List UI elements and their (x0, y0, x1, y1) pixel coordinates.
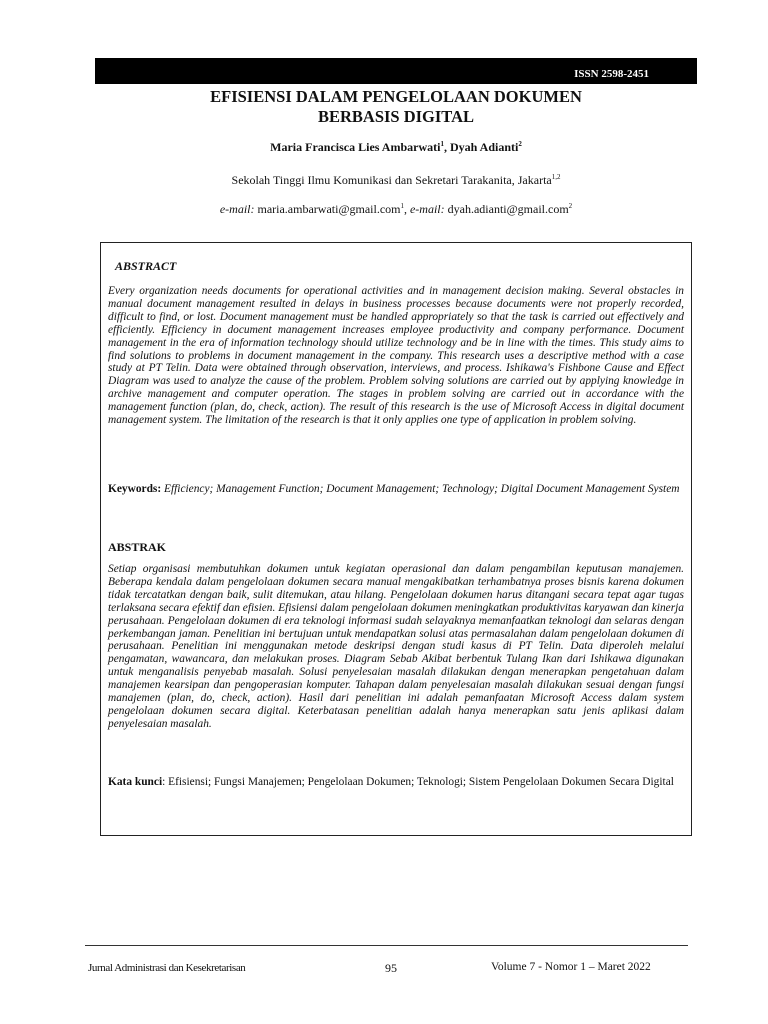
footer-journal-name: Jurnal Administrasi dan Kesekretarisan (88, 962, 246, 974)
abstrak-heading: ABSTRAK (108, 540, 167, 554)
abstract-heading: ABSTRACT (115, 259, 177, 273)
author-2-name: Dyah Adianti (449, 140, 519, 154)
abstrak-body: Setiap organisasi membutuhkan dokumen untuk kegiatan operasional dan dalam pengambilan keputusan manajemen. Beberapa kendala dalam pengelolaan dokumen secara manual mengakibatkan terhambatnya proses bisnis karena dokumen tidak tercatatkan dengan baik, sulit ditemukan, atau hilang. Pengelolaan dokumen harus ditangani secara tepat agar tugas terlaksana secara efektif dan efisien. Efisiensi dalam pengelolaan dokumen meningkatkan produktivitas karyawan dan kinerja perusahaan. Pengelolaan dokumen di era teknologi informasi sudah selayaknya memanfaatkan teknologi dan selaras dengan perkembangan jaman. Penelitian ini bertujuan untuk mendapatkan solusi atas permasalahan dalam pengelolaan dokumen di perusahaan. Penelitian ini menggunakan metode deskripsi dengan studi kasus di PT Telin. Data diperoleh melalui pengamatan, wawancara, dan melakukan proses. Diagram Sebab Akibat berbentuk Tulang Ikan dari Ishikawa digunakan untuk menganalisis penyebab masalah. Solusi penyelesaian masalah dilakukan dengan menerapkan pengetahuan dalam manajemen kearsipan dan pengoperasian komputer. Tahapan dalam penyelesaian masalah dilakukan sesuai dengan fungsi manajemen (plan, do, check, action). Hasil dari penelitian ini adalah pemanfaatan Microsoft Access dalam system pengelolaan dokumen secara digital. Keterbatasan penelitian adalah hanya menerapkan satu jenis aplikasi dalam penyelesaian masalah. (108, 563, 684, 730)
affiliation-text: Sekolah Tinggi Ilmu Komunikasi dan Sekretari Tarakanita, Jakarta (231, 173, 552, 187)
author-2-affil-mark: 2 (518, 140, 522, 148)
author-separator: , (443, 140, 450, 154)
affiliation (95, 173, 697, 187)
paper-title (95, 87, 697, 127)
issn-text: ISSN 2598-2451 (574, 68, 649, 80)
kata-kunci-line (108, 776, 684, 789)
author-1-affil-mark: 1 (440, 140, 444, 148)
page-number: 95 (385, 961, 397, 975)
email-address-1[interactable]: maria.ambarwati@gmail.com (254, 202, 401, 216)
keywords-label: Keywords: (108, 483, 162, 495)
email-2-mark: 2 (568, 202, 573, 210)
email-address-2[interactable]: dyah.adianti@gmail.com (444, 202, 569, 216)
keywords-values: Efficiency; Management Function; Document Management; Technology; Digital Document Management System (161, 483, 680, 495)
author-1-name: Maria Francisca Lies Ambarwati (270, 140, 441, 154)
footer-volume-info: Volume 7 - Nomor 1 – Maret 2022 (491, 961, 651, 973)
issn-bar (95, 58, 697, 84)
paper-title-line-2: BERBASIS DIGITAL (317, 107, 475, 126)
keywords-line (108, 483, 684, 496)
kata-kunci-label: Kata kunci (108, 776, 163, 788)
paper-title-line-1: EFISIENSI DALAM PENGELOLAAN DOKUMEN (210, 87, 582, 106)
email-label-2: e-mail: (409, 202, 445, 216)
abstract-body: Every organization needs documents for operational activities and in management decision making. Several obstacles in manual document management resulted in delays in business processes because documents were not properly recorded, difficult to find, or lost. Document management must be handled appropriately so that the task is carried out effectively and efficiently. Efficiency in document management increases employee productivity and company performance. Document management in the era of information technology should utilize technology and be in line with the times. This study aims to find solutions to problems in document management in the company. This research uses a descriptive method with a case study at PT Telin. Data were obtained through observation, interviews, and process. Ishikawa's Fishbone Cause and Effect Diagram was used to analyze the cause of the problem. Problem solving solutions are carried out by applying knowledge in archive management and computer operation. The stages in problem solving are carried out in accordance with the management function (plan, do, check, action). The result of this research is the use of Microsoft Access in digital document management system. The limitation of the research is that it only applies one type of application in problem solving. (108, 285, 684, 427)
kata-kunci-values: : Efisiensi; Fungsi Manajemen; Pengelolaan Dokumen; Teknologi; Sistem Pengelolaan Dokumen Secara Digital (162, 776, 674, 788)
email-1-mark: 1 (400, 202, 404, 210)
email-separator: , (403, 202, 410, 216)
email-label-1: e-mail: (219, 202, 255, 216)
email-line (95, 202, 697, 216)
affiliation-marks: 1,2 (551, 173, 561, 181)
footer-divider (85, 945, 688, 946)
author-list (95, 140, 697, 154)
